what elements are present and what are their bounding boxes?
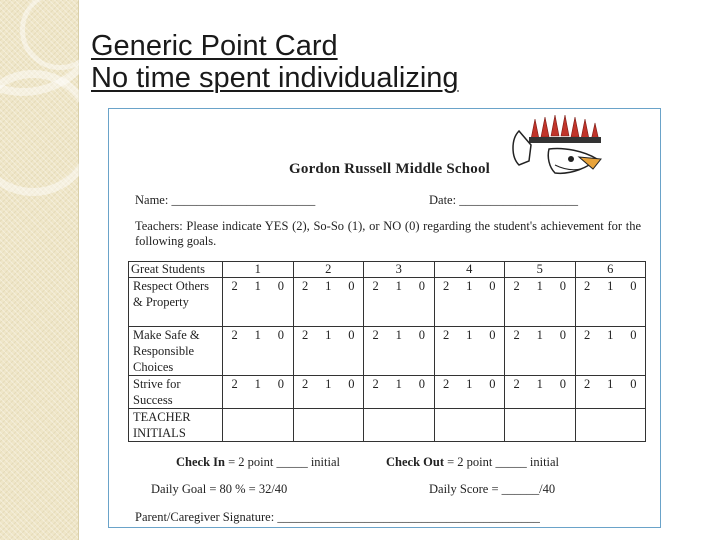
check-in-text: = 2 point _____ initial <box>224 455 341 469</box>
score-cell: 2 1 0 <box>223 327 294 376</box>
name-field: Name: _______________________ <box>135 193 316 207</box>
period-header: 5 <box>505 262 576 278</box>
signature-line: Parent/Caregiver Signature: __________________________________________ <box>135 510 540 524</box>
slide-title-line-1: Generic Point Card <box>91 30 338 62</box>
daily-score: Daily Score = ______/40 <box>429 482 556 496</box>
decorative-side-strip <box>0 0 79 540</box>
slide-title-line-2: No time spent individualizing <box>91 62 459 94</box>
score-cell: 2 1 0 <box>505 278 576 327</box>
table-row <box>129 327 646 376</box>
score-cell: 2 1 0 <box>293 278 364 327</box>
initials-cell <box>364 409 435 442</box>
score-cell: 2 1 0 <box>434 278 505 327</box>
table-row <box>129 376 646 409</box>
table-row <box>129 278 646 327</box>
score-cell: 2 1 0 <box>505 327 576 376</box>
score-cell: 2 1 0 <box>364 327 435 376</box>
decorative-circle <box>0 70 96 196</box>
initials-cell <box>434 409 505 442</box>
score-cell: 2 1 0 <box>223 278 294 327</box>
score-cell: 2 1 0 <box>575 278 646 327</box>
goal-label: Strive for Success <box>129 376 223 409</box>
initials-cell <box>293 409 364 442</box>
score-cell: 2 1 0 <box>434 327 505 376</box>
score-cell: 2 1 0 <box>575 376 646 409</box>
slide-title <box>91 30 459 94</box>
check-out-line <box>386 455 559 470</box>
table-row <box>129 409 646 442</box>
point-card <box>108 108 661 528</box>
check-in-label: Check In <box>176 455 225 469</box>
period-header: 3 <box>364 262 435 278</box>
score-cell: 2 1 0 <box>364 376 435 409</box>
date-field: Date: ___________________ <box>429 193 578 207</box>
initials-cell <box>575 409 646 442</box>
score-cell: 2 1 0 <box>505 376 576 409</box>
period-header: 4 <box>434 262 505 278</box>
score-cell: 2 1 0 <box>364 278 435 327</box>
score-table <box>128 261 646 442</box>
score-cell: 2 1 0 <box>293 376 364 409</box>
score-cell: 2 1 0 <box>223 376 294 409</box>
goal-label: Make Safe & Responsible Choices <box>129 327 223 376</box>
instructions: Teachers: Please indicate YES (2), So-So (1), or NO (0) regarding the student's achievement for the following goals. <box>135 219 641 248</box>
period-header: 1 <box>223 262 294 278</box>
school-name: Gordon Russell Middle School <box>289 161 491 177</box>
daily-goal: Daily Goal = 80 % = 32/40 <box>151 482 288 496</box>
score-cell: 2 1 0 <box>575 327 646 376</box>
goal-label: Respect Others & Property <box>129 278 223 327</box>
period-header: 6 <box>575 262 646 278</box>
eagle-mascot-logo <box>509 109 609 183</box>
period-header: 2 <box>293 262 364 278</box>
table-header-row <box>129 262 646 278</box>
initials-cell <box>505 409 576 442</box>
check-out-label: Check Out <box>386 455 444 469</box>
goal-column-header: Great Students <box>129 262 223 278</box>
check-in-line <box>176 455 340 470</box>
score-cell: 2 1 0 <box>293 327 364 376</box>
teacher-initials-label: TEACHER INITIALS <box>129 409 223 442</box>
score-cell: 2 1 0 <box>434 376 505 409</box>
check-out-text: = 2 point _____ initial <box>444 455 560 469</box>
initials-cell <box>223 409 294 442</box>
